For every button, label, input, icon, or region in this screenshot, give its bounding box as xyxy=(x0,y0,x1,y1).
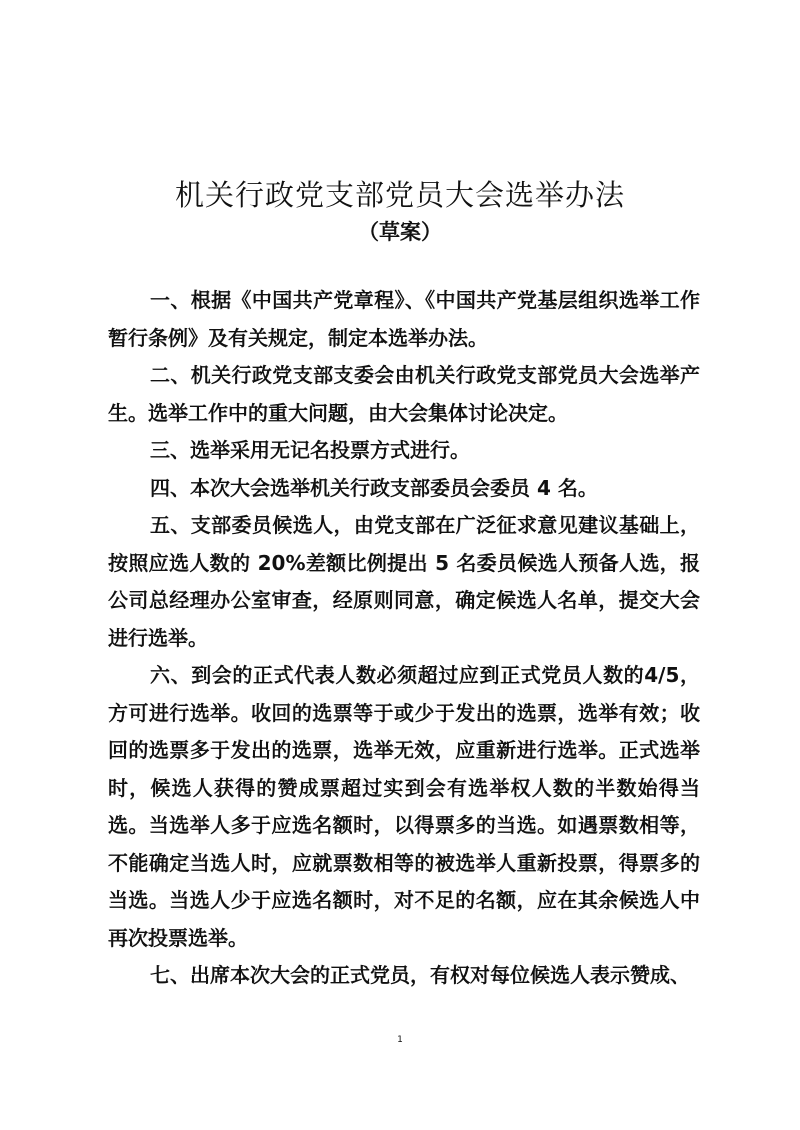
paragraph-3: 三、选举采用无记名投票方式进行。 xyxy=(150,438,470,462)
document-title: 机关行政党支部党员大会选举办法 xyxy=(174,178,625,212)
paragraph-4: 四、本次大会选举机关行政支部委员会委员 4 名。 xyxy=(150,475,598,500)
page-number: 1 xyxy=(397,1035,403,1045)
document-body xyxy=(108,282,700,995)
paragraph-2: 二、机关行政党支部支委会由机关行政党支部党员大会选举产生。选举工作中的重大问题，由大会集体讨论决定。 xyxy=(108,363,700,425)
paragraph-6: 六、到会的正式代表人数必须超过应到正式党员人数的4/5，方可进行选举。收回的选票等于或少于发出的选票，选举有效；收回的选票多于发出的选票，选举无效，应重新进行选举。正式选举时，候选人获得的赞成票超过实到会有选举权人数的半数始得当选。当选举人多于应选名额时，以得票多的当选。如遇票数相等，不能确定当选人时，应就票数相等的被选举人重新投票，得票多的当选。当选人少于应选名额时，对不足的名额，应在其余候选人中再次投票选举。 xyxy=(108,663,700,950)
paragraph-5: 五、支部委员候选人，由党支部在广泛征求意见建议基础上，按照应选人数的 20%差额比例提出 5 名委员候选人预备人选，报公司总经理办公室审查，经原则同意，确定候选人名单，提交大会进行选举。 xyxy=(108,513,700,650)
paragraph-7: 七、出席本次大会的正式党员，有权对每位候选人表示赞成、 xyxy=(150,963,690,987)
document-subtitle: （草案） xyxy=(358,220,442,244)
paragraph-1: 一、根据《中国共产党章程》、《中国共产党基层组织选举工作暂行条例》及有关规定，制定本选举办法。 xyxy=(108,288,700,350)
